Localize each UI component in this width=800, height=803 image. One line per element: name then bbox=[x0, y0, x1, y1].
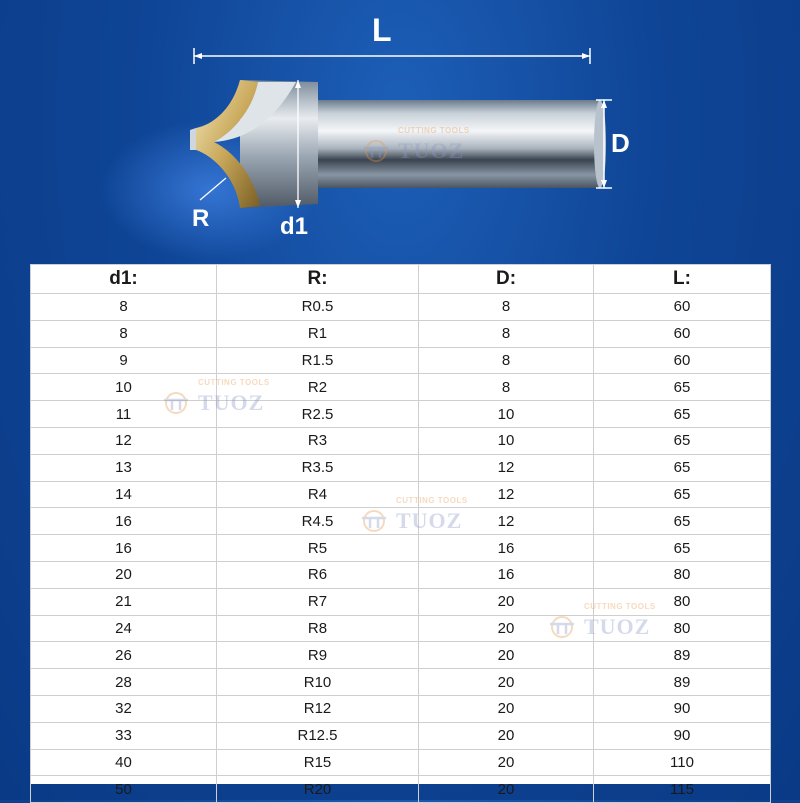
radius-label: R bbox=[192, 205, 210, 232]
table-row bbox=[31, 535, 771, 562]
cell-l: 60 bbox=[594, 294, 771, 321]
cell-d: 16 bbox=[419, 561, 594, 588]
cell-d: 10 bbox=[419, 401, 594, 428]
cell-l: 65 bbox=[594, 508, 771, 535]
cell-d: 8 bbox=[419, 374, 594, 401]
cell-d1: 16 bbox=[31, 535, 217, 562]
cell-r: R12 bbox=[217, 695, 419, 722]
cell-l: 115 bbox=[594, 776, 771, 803]
corner-rounding-cutter-illustration bbox=[0, 0, 800, 262]
cell-d: 8 bbox=[419, 320, 594, 347]
cell-l: 65 bbox=[594, 374, 771, 401]
cell-d1: 8 bbox=[31, 294, 217, 321]
cell-r: R20 bbox=[217, 776, 419, 803]
cell-r: R7 bbox=[217, 588, 419, 615]
cell-d1: 8 bbox=[31, 320, 217, 347]
table-row bbox=[31, 508, 771, 535]
cell-d1: 28 bbox=[31, 669, 217, 696]
table-row bbox=[31, 320, 771, 347]
table-row bbox=[31, 374, 771, 401]
cell-l: 80 bbox=[594, 615, 771, 642]
cell-l: 65 bbox=[594, 427, 771, 454]
cell-l: 110 bbox=[594, 749, 771, 776]
cell-r: R10 bbox=[217, 669, 419, 696]
table-row bbox=[31, 749, 771, 776]
cell-d1: 11 bbox=[31, 401, 217, 428]
cell-d: 16 bbox=[419, 535, 594, 562]
head-diameter-label: d1 bbox=[280, 213, 309, 240]
cell-r: R9 bbox=[217, 642, 419, 669]
table-row bbox=[31, 695, 771, 722]
cell-r: R0.5 bbox=[217, 294, 419, 321]
shank-diameter-label: D bbox=[611, 128, 630, 158]
cell-d: 20 bbox=[419, 722, 594, 749]
cell-r: R12.5 bbox=[217, 722, 419, 749]
cell-d1: 26 bbox=[31, 642, 217, 669]
cell-d1: 32 bbox=[31, 695, 217, 722]
tool-diagram bbox=[0, 0, 800, 262]
cell-d: 20 bbox=[419, 695, 594, 722]
table-row bbox=[31, 347, 771, 374]
table-row bbox=[31, 722, 771, 749]
table-row bbox=[31, 401, 771, 428]
cell-r: R8 bbox=[217, 615, 419, 642]
cell-l: 80 bbox=[594, 561, 771, 588]
cell-l: 65 bbox=[594, 401, 771, 428]
table-row bbox=[31, 776, 771, 803]
cell-l: 65 bbox=[594, 481, 771, 508]
cell-d1: 12 bbox=[31, 427, 217, 454]
cell-l: 89 bbox=[594, 642, 771, 669]
header-d: D: bbox=[419, 265, 594, 294]
table-row bbox=[31, 669, 771, 696]
cell-r: R2.5 bbox=[217, 401, 419, 428]
header-l: L: bbox=[594, 265, 771, 294]
watermark-logo: CUTTING TOOLS TUOZ bbox=[358, 138, 464, 164]
table-row bbox=[31, 427, 771, 454]
cell-d1: 13 bbox=[31, 454, 217, 481]
cell-d: 20 bbox=[419, 588, 594, 615]
cell-d: 8 bbox=[419, 347, 594, 374]
spec-table bbox=[30, 264, 771, 803]
cell-l: 60 bbox=[594, 320, 771, 347]
table-row bbox=[31, 481, 771, 508]
spec-table-container bbox=[30, 264, 770, 798]
cell-d: 12 bbox=[419, 454, 594, 481]
cell-l: 80 bbox=[594, 588, 771, 615]
table-row bbox=[31, 615, 771, 642]
cell-d: 8 bbox=[419, 294, 594, 321]
cell-d1: 9 bbox=[31, 347, 217, 374]
cell-r: R3.5 bbox=[217, 454, 419, 481]
cell-d: 20 bbox=[419, 642, 594, 669]
watermark-logo: CUTTING TOOLS TUOZ bbox=[158, 390, 264, 416]
cell-d: 20 bbox=[419, 749, 594, 776]
cell-r: R4.5 bbox=[217, 508, 419, 535]
watermark-logo: CUTTING TOOLS TUOZ bbox=[544, 614, 650, 640]
cell-r: R1.5 bbox=[217, 347, 419, 374]
header-d1: d1: bbox=[31, 265, 217, 294]
cell-r: R5 bbox=[217, 535, 419, 562]
cell-l: 60 bbox=[594, 347, 771, 374]
cell-d1: 33 bbox=[31, 722, 217, 749]
cell-l: 89 bbox=[594, 669, 771, 696]
cell-d1: 21 bbox=[31, 588, 217, 615]
table-header-row bbox=[31, 265, 771, 294]
length-label: L bbox=[372, 12, 392, 48]
cell-r: R6 bbox=[217, 561, 419, 588]
cell-d1: 10 bbox=[31, 374, 217, 401]
cell-d: 12 bbox=[419, 508, 594, 535]
cell-r: R15 bbox=[217, 749, 419, 776]
cell-l: 90 bbox=[594, 695, 771, 722]
cell-d1: 40 bbox=[31, 749, 217, 776]
cell-l: 65 bbox=[594, 535, 771, 562]
cell-d: 20 bbox=[419, 669, 594, 696]
cell-d: 20 bbox=[419, 776, 594, 803]
cell-d1: 24 bbox=[31, 615, 217, 642]
cell-r: R1 bbox=[217, 320, 419, 347]
table-row bbox=[31, 642, 771, 669]
cell-r: R4 bbox=[217, 481, 419, 508]
watermark-logo: CUTTING TOOLS TUOZ bbox=[356, 508, 462, 534]
table-row bbox=[31, 588, 771, 615]
cell-r: R3 bbox=[217, 427, 419, 454]
table-row bbox=[31, 454, 771, 481]
cell-d: 10 bbox=[419, 427, 594, 454]
cell-d1: 50 bbox=[31, 776, 217, 803]
cell-d1: 14 bbox=[31, 481, 217, 508]
cell-d1: 16 bbox=[31, 508, 217, 535]
cell-l: 65 bbox=[594, 454, 771, 481]
cell-r: R2 bbox=[217, 374, 419, 401]
cell-d: 12 bbox=[419, 481, 594, 508]
cell-l: 90 bbox=[594, 722, 771, 749]
header-r: R: bbox=[217, 265, 419, 294]
table-row bbox=[31, 294, 771, 321]
cell-d1: 20 bbox=[31, 561, 217, 588]
table-row bbox=[31, 561, 771, 588]
cell-d: 20 bbox=[419, 615, 594, 642]
